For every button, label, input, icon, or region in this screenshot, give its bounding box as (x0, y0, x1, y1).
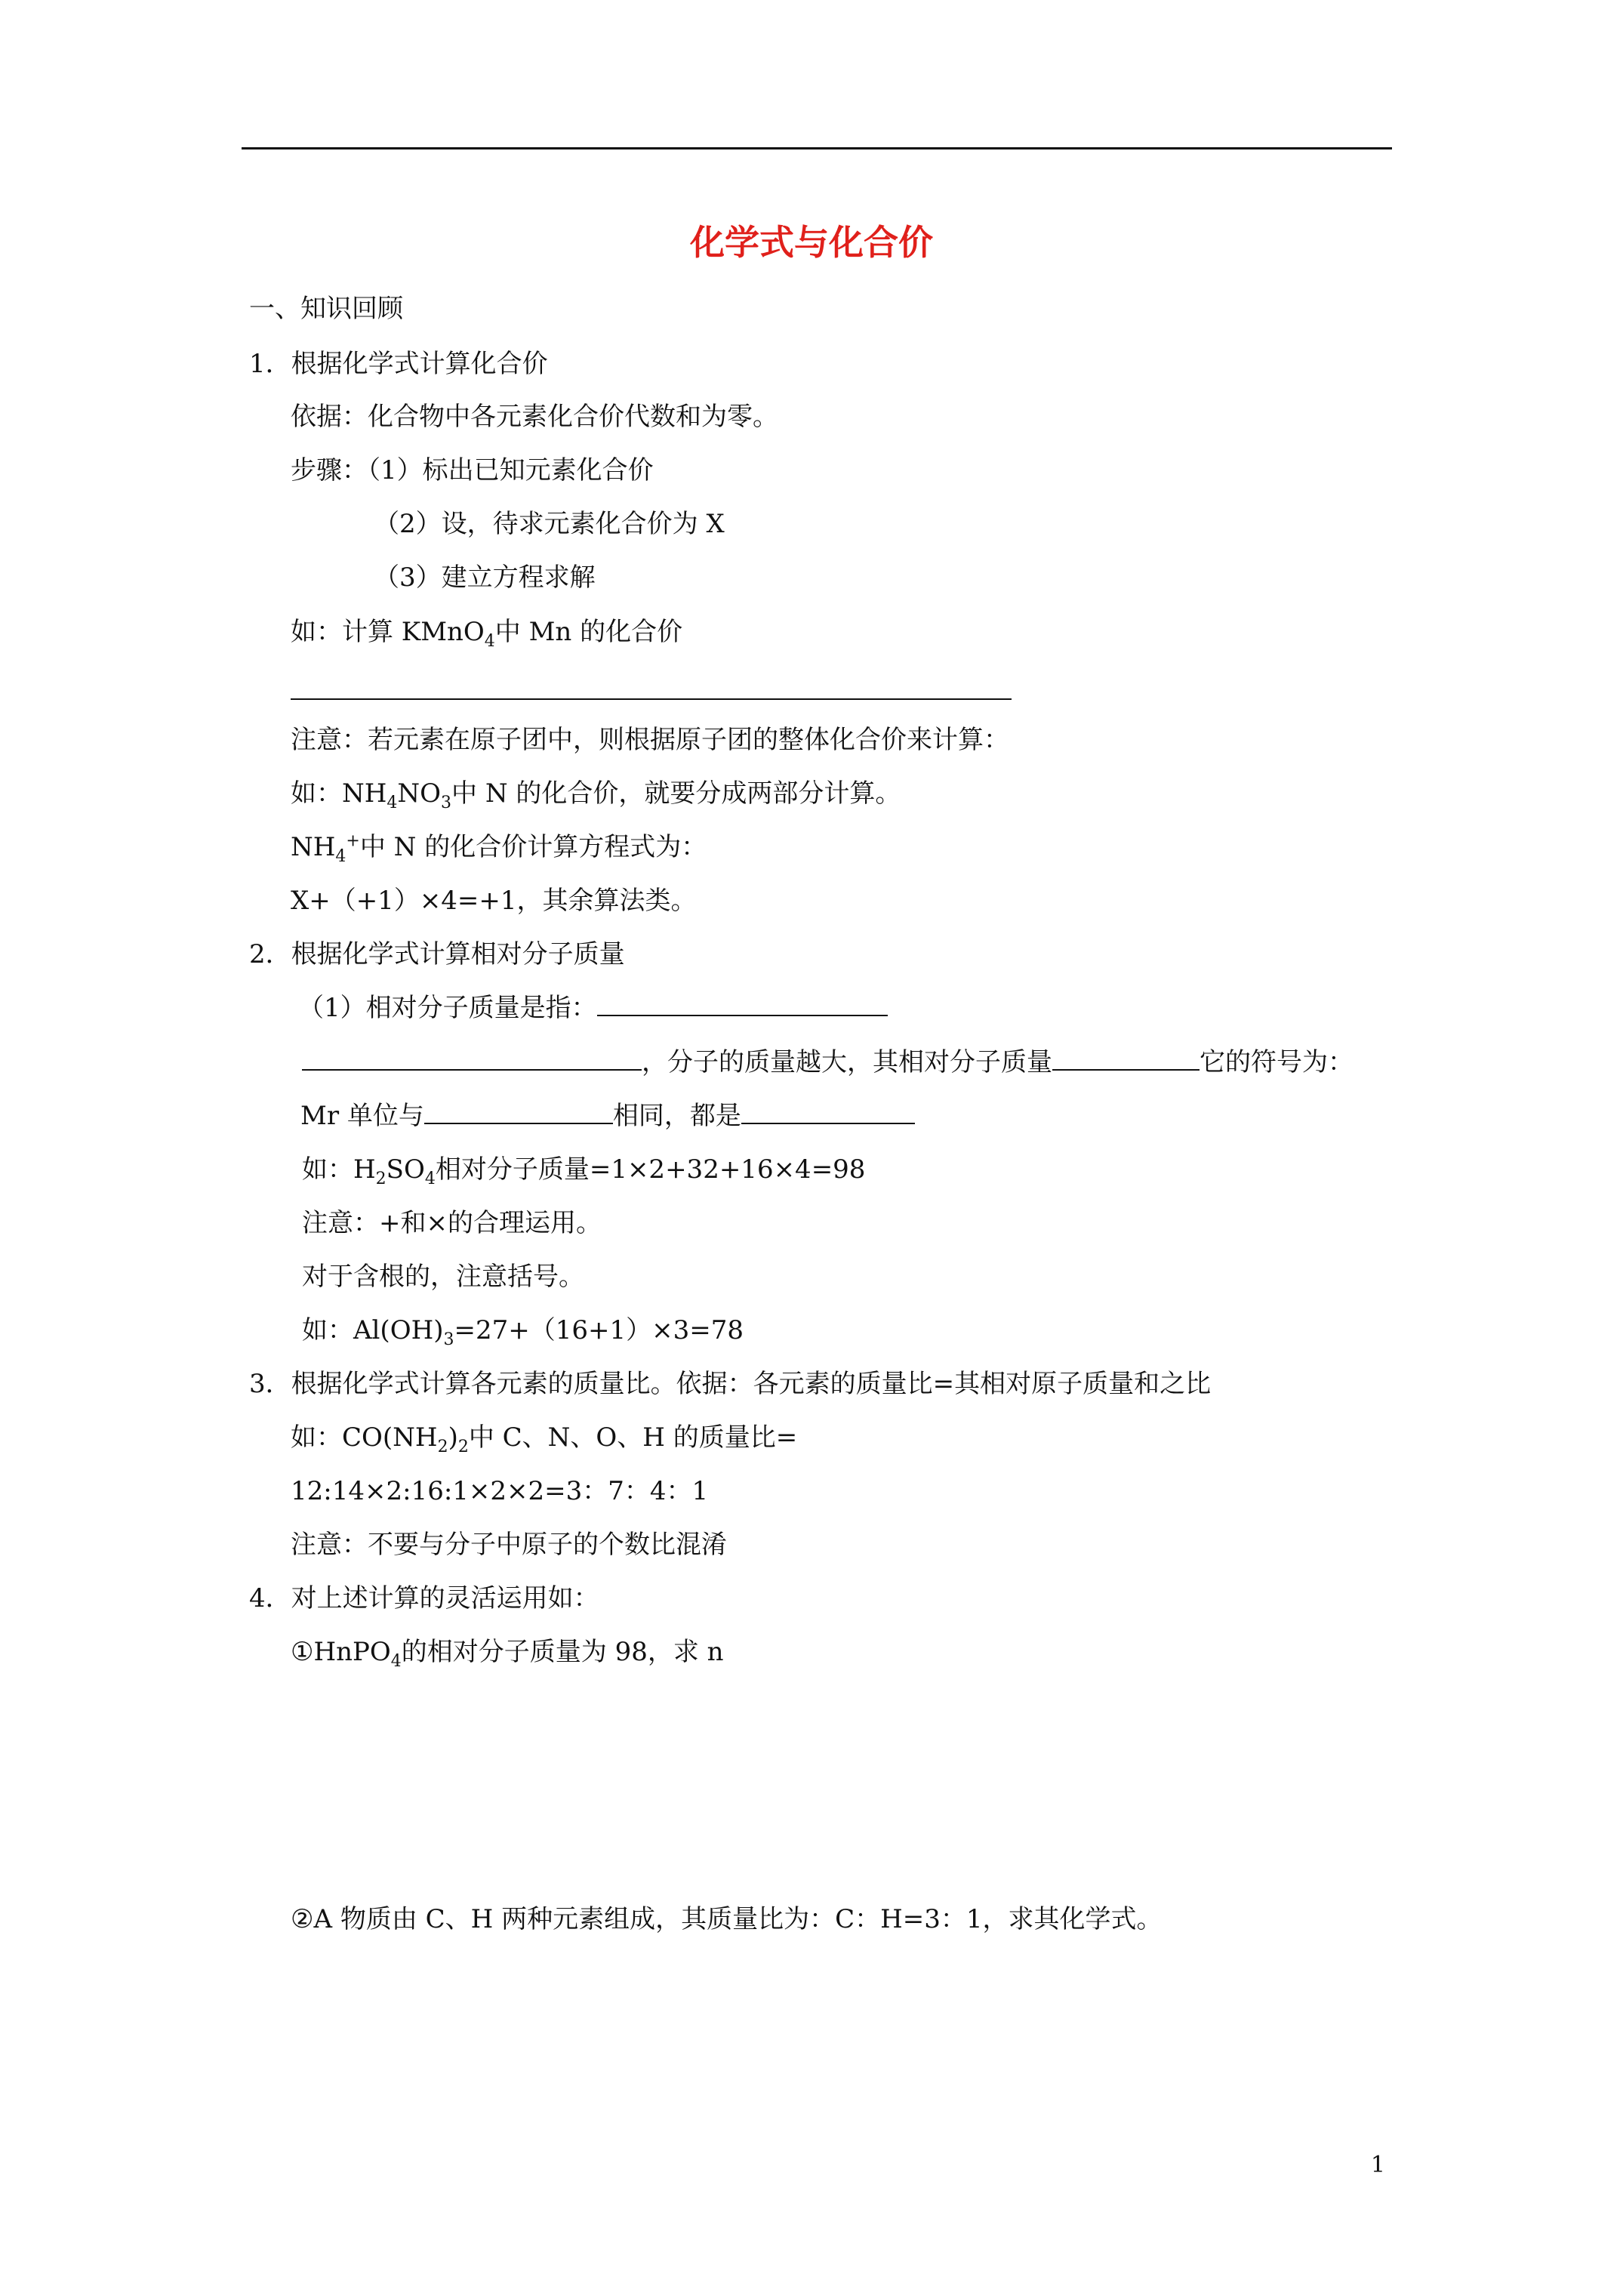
item2-heading: 2．根据化学式计算相对分子质量 (249, 939, 625, 969)
item3-calc: 12:14×2:16:1×2×2=3：7：4：1 (291, 1476, 709, 1506)
item1-note: 注意：若元素在原子团中，则根据原子团的整体化合价来计算： (291, 725, 1009, 755)
item3-note: 注意：不要与分子中原子的个数比混淆 (291, 1530, 727, 1560)
blank-field (424, 1100, 613, 1124)
item2-note1: 注意：+和×的合理运用。 (302, 1208, 602, 1238)
item4-question1: ①HnPO$_4$的相对分子质量为 98，求 n (291, 1637, 724, 1671)
item1-equation: X+（+1）×4=+1，其余算法类。 (291, 886, 697, 916)
section-heading: 一、知识回顾 (249, 294, 403, 324)
blank-field (1052, 1046, 1200, 1071)
header-rule (242, 147, 1392, 149)
item1-example2: 如：$NH_4NO_3$中 N 的化合价，就要分成两部分计算。 (291, 778, 901, 812)
item3-example: 如：$CO(NH_2)_2$中 C、N、O、H 的质量比= (291, 1422, 798, 1456)
item4-heading: 4．对上述计算的灵活运用如： (249, 1583, 599, 1613)
item1-example: 如：计算 KMnO$_4$中 Mn 的化合价 (291, 617, 683, 651)
page-number: 1 (1370, 2152, 1385, 2178)
blank-field (741, 1100, 915, 1124)
item2-mid: ，分子的质量越大，其相对分子质量 它的符号为： (302, 1046, 1354, 1079)
item2-example2: 如：$Al(OH)_3=27+(16+1)\times 3=78$ (302, 1315, 744, 1349)
item4-question2: ②A 物质由 C、H 两种元素组成，其质量比为：C：H=3：1，求其化学式。 (291, 1904, 1163, 1934)
page-title: 化学式与化合价 (690, 222, 933, 263)
item1-step2: （2）设，待求元素化合价为 X (374, 509, 725, 539)
item2-unit: Mr 单位与 相同，都是 (300, 1099, 915, 1133)
item3-heading: 3．根据化学式计算各元素的质量比。依据：各元素的质量比=其相对原子质量和之比 (249, 1369, 1212, 1399)
blank-field (302, 1046, 642, 1071)
item1-step1: 步骤：（1）标出已知元素化合价 (291, 455, 654, 485)
item2-example: 如：$H_2SO_4$相对分子质量=1×2+32+16×4=98 (302, 1154, 866, 1188)
item1-heading: 1．根据化学式计算化合价 (249, 349, 548, 379)
blank-field (597, 992, 888, 1016)
item2-note2: 对于含根的，注意括号。 (302, 1262, 584, 1292)
item1-step3: （3）建立方程求解 (374, 562, 596, 593)
answer-line (291, 698, 1012, 700)
item1-basis: 依据：化合物中各元素化合价代数和为零。 (291, 402, 778, 432)
item2-definition: （1）相对分子质量是指： (298, 991, 888, 1025)
item1-nh4: $NH_4^+$中 N 的化合价计算方程式为： (291, 831, 707, 866)
